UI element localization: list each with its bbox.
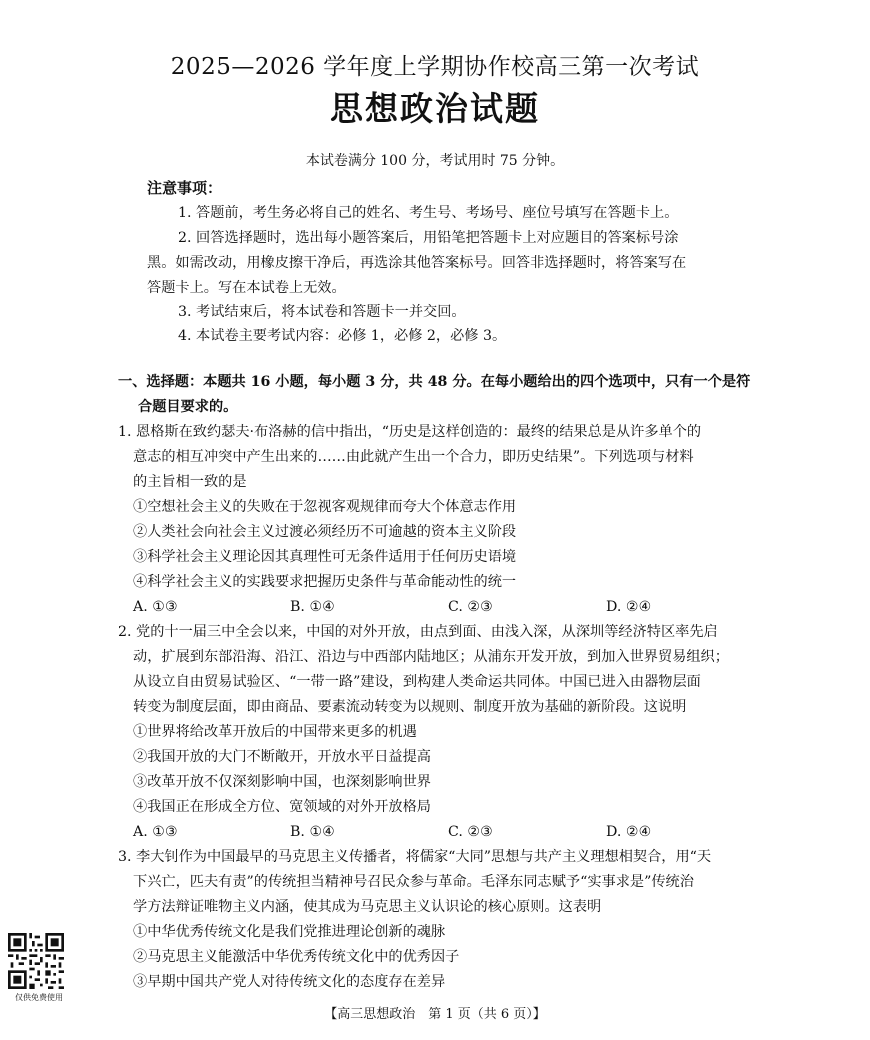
answer-choice-d: D. ②④ [606,599,652,615]
question-option: ②我国开放的大门不断敞开，开放水平日益提高 [133,749,431,765]
question-stem: 转变为制度层面，即由商品、要素流动转变为以规则、制度开放为基础的新阶段。这说明 [133,699,687,715]
question-option: ③早期中国共产党人对待传统文化的态度存在差异 [133,974,446,990]
question-stem: 3. 李大钊作为中国最早的马克思主义传播者，将儒家“大同”思想与共产主义理想相契合，用“天 [118,849,712,865]
notice-item: 黑。如需改动，用橡皮擦干净后，再选涂其他答案标号。回答非选择题时，将答案写在 [147,255,687,271]
qr-caption: 仅供免费使用 [15,993,63,1002]
exam-meta: 本试卷满分 100 分，考试用时 75 分钟。 [305,153,565,169]
exam-title: 2025—2026 学年度上学期协作校高三第一次考试 [170,54,700,80]
question-stem: 意志的相互冲突中产生出来的……由此就产生出一个合力，即历史结果”。下列选项与材料 [133,449,694,465]
question-option: ②马克思主义能激活中华优秀传统文化中的优秀因子 [133,949,460,965]
question-stem: 的主旨相一致的是 [133,474,247,490]
question-option: ①空想社会主义的失败在于忽视客观规律而夸大个体意志作用 [133,499,517,515]
answer-choice-d: D. ②④ [606,824,652,840]
question-option: ④科学社会主义的实践要求把握历史条件与革命能动性的统一 [133,574,517,590]
answer-choice-c: C. ②③ [448,599,493,615]
subject-title: 思想政治试题 [330,89,540,128]
question-stem: 动，扩展到东部沿海、沿江、沿边与中西部内陆地区；从浦东开发开放，到加入世界贸易组织； [133,649,729,665]
question-stem: 1. 恩格斯在致约瑟夫·布洛赫的信中指出，“历史是这样创造的：最终的结果总是从许多单个的 [118,424,702,440]
answer-choice-b: B. ①④ [290,599,335,615]
notice-item: 3. 考试结束后，将本试卷和答题卡一并交回。 [178,304,466,320]
notice-heading: 注意事项： [147,179,223,197]
question-stem: 2. 党的十一届三中全会以来，中国的对外开放，由点到面、由浅入深，从深圳等经济特区率先启 [118,624,718,640]
question-option: ②人类社会向社会主义过渡必须经历不可逾越的资本主义阶段 [133,524,517,540]
notice-item: 答题卡上。写在本试卷上无效。 [147,280,346,296]
notice-item: 2. 回答选择题时，选出每小题答案后，用铅笔把答题卡上对应题目的答案标号涂 [178,230,679,246]
section-heading: 一、选择题：本题共 16 小题，每小题 3 分，共 48 分。在每小题给出的四个选项中，只有一个是符 [118,374,751,390]
answer-choice-b: B. ①④ [290,824,335,840]
question-stem: 从设立自由贸易试验区、“一带一路”建设，到构建人类命运共同体。中国已进入由器物层面 [133,674,701,690]
qr-code-icon [8,933,64,989]
question-option: ③改革开放不仅深刻影响中国，也深刻影响世界 [133,774,431,790]
question-option: ④我国正在形成全方位、宽领域的对外开放格局 [133,799,431,815]
answer-choice-a: A. ①③ [133,599,178,615]
notice-item: 4. 本试卷主要考试内容：必修 1，必修 2，必修 3。 [178,328,507,344]
answer-choice-c: C. ②③ [448,824,493,840]
question-option: ③科学社会主义理论因其真理性可无条件适用于任何历史语境 [133,549,517,565]
section-heading: 合题目要求的。 [138,399,238,415]
question-stem: 下兴亡，匹夫有责”的传统担当精神号召民众参与革命。毛泽东同志赋予“实事求是”传统治 [133,874,694,890]
question-option: ①中华优秀传统文化是我们党推进理论创新的魂脉 [133,924,446,940]
question-option: ①世界将给改革开放后的中国带来更多的机遇 [133,724,417,740]
question-stem: 学方法辩证唯物主义内涵，使其成为马克思主义认识论的核心原则。这表明 [133,899,602,915]
notice-item: 1. 答题前，考生务必将自己的姓名、考生号、考场号、座位号填写在答题卡上。 [178,205,679,221]
answer-choice-a: A. ①③ [133,824,178,840]
page-footer: 【高三思想政治 第 1 页（共 6 页）】 [324,1007,546,1022]
